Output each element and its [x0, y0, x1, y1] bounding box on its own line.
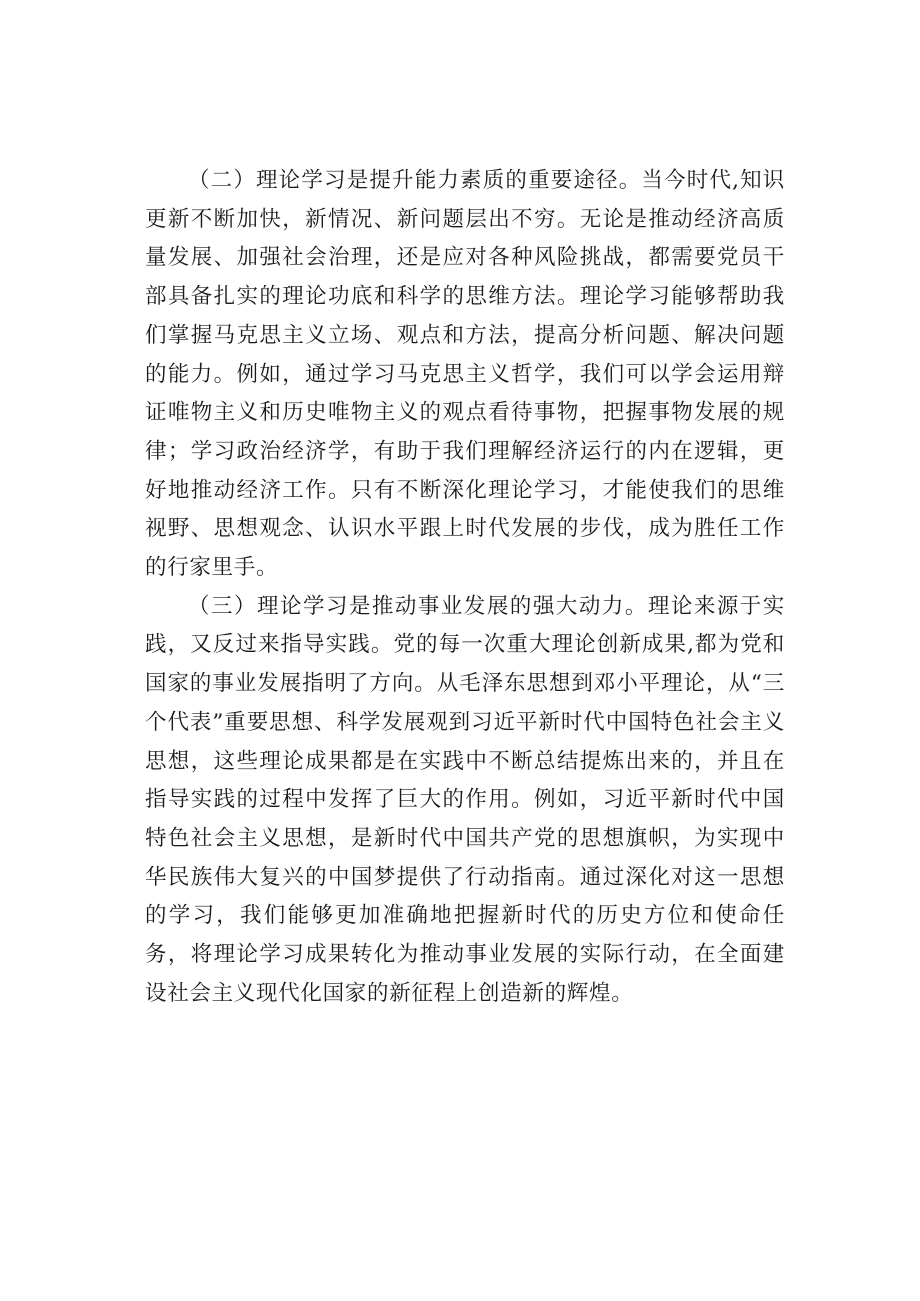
- paragraph-3: （三）理论学习是推动事业发展的强大动力。理论来源于实践，又反过来指导实践。党的每一次重大理论创新成果,都为党和国家的事业发展指明了方向。从毛泽东思想到邓小平理论，从“三个代表”重要思想、科学发展观到习近平新时代中国特色社会主义思想，这些理论成果都是在实践中不断总结提炼出来的，并且在指导实践的过程中发挥了巨大的作用。例如，习近平新时代中国特色社会主义思想，是新时代中国共产党的思想旗帜，为实现中华民族伟大复兴的中国梦提供了行动指南。通过深化对这一思想的学习，我们能够更加准确地把握新时代的历史方位和使命任务，将理论学习成果转化为推动事业发展的实际行动，在全面建设社会主义现代化国家的新征程上创造新的辉煌。: [145, 593, 785, 1006]
- paragraph-2: （二）理论学习是提升能力素质的重要途径。当今时代,知识更新不断加快，新情况、新问题层出不穷。无论是推动经济高质量发展、加强社会治理，还是应对各种风险挑战，都需要党员干部具备扎实的理论功底和科学的思维方法。理论学习能够帮助我们掌握马克思主义立场、观点和方法，提高分析问题、解决问题的能力。例如，通过学习马克思主义哲学，我们可以学会运用辩证唯物主义和历史唯物主义的观点看待事物，把握事物发展的规律；学习政治经济学，有助于我们理解经济运行的内在逻辑，更好地推动经济工作。只有不断深化理论学习，才能使我们的思维视野、思想观念、认识水平跟上时代发展的步伐，成为胜任工作的行家里手。: [145, 168, 785, 581]
- document-body: [145, 162, 785, 1013]
